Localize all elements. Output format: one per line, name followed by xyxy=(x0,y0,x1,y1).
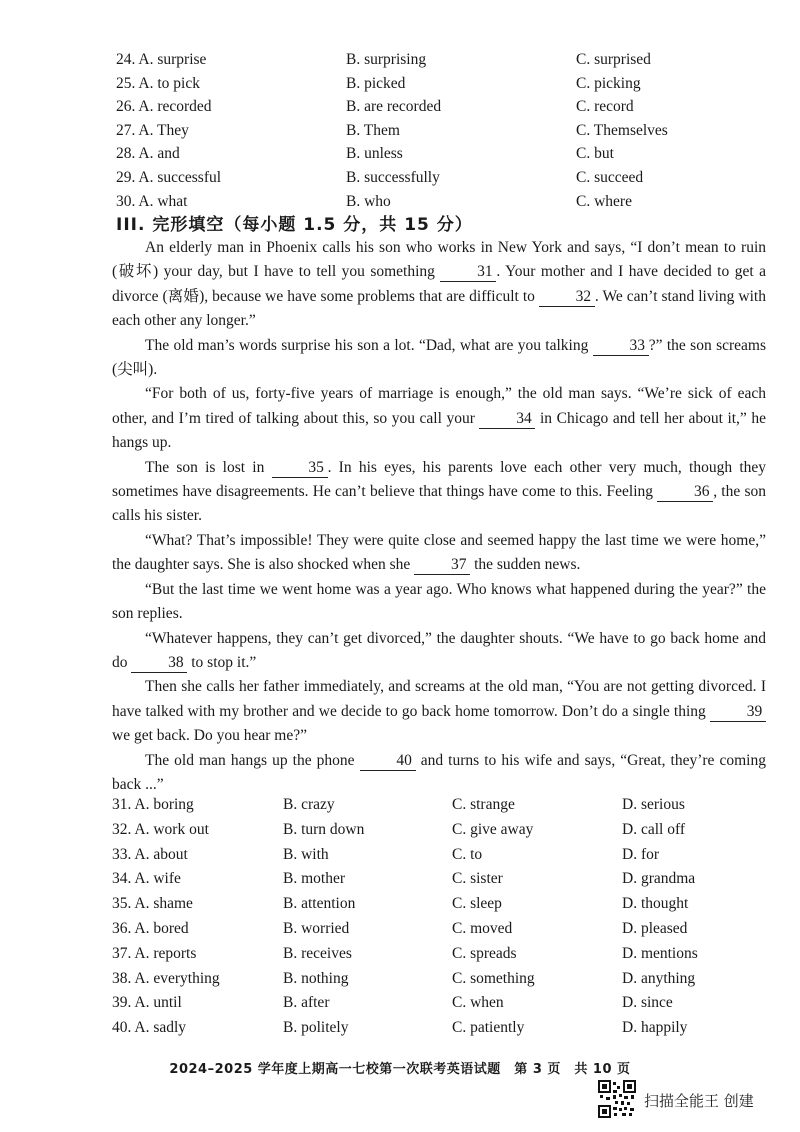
blank-31: 31 xyxy=(440,263,496,282)
option-c: C. moved xyxy=(452,919,513,937)
option-row-38 xyxy=(112,967,772,992)
option-b: B. attention xyxy=(283,895,356,913)
option-a: 37. A. reports xyxy=(112,944,197,962)
option-c: C. where xyxy=(576,192,632,210)
option-b: B. worried xyxy=(283,919,350,937)
option-row-27 xyxy=(116,119,756,143)
text: . Your mother and I have decided to get a divorce (离婚), because we have some problems that are difficult to xyxy=(112,263,766,305)
option-b: B. nothing xyxy=(283,969,349,987)
option-row-24 xyxy=(116,48,756,72)
text: . We can’t stand living with each other any longer.” xyxy=(112,287,766,330)
grammar-options xyxy=(116,48,756,213)
blank-32: 32 xyxy=(539,288,595,307)
option-c: C. something xyxy=(452,969,535,987)
text: The old man hangs up the phone xyxy=(145,751,360,769)
text: , the son calls his sister. xyxy=(112,483,766,525)
paragraph xyxy=(112,236,766,334)
text: to stop it.” xyxy=(187,653,257,671)
text: ?” the son screams (尖叫). xyxy=(112,336,766,379)
blank-39: 39 xyxy=(710,703,766,722)
option-a: 39. A. until xyxy=(112,994,182,1012)
option-a: 40. A. sadly xyxy=(112,1019,187,1037)
option-a: 35. A. shame xyxy=(112,895,193,913)
option-b: B. Them xyxy=(346,121,400,139)
option-row-28 xyxy=(116,142,756,166)
scanner-watermark: 扫描全能王 创建 xyxy=(644,1092,754,1110)
option-a: 26. A. recorded xyxy=(116,98,212,116)
option-b: B. receives xyxy=(283,944,352,962)
blank-40: 40 xyxy=(360,752,416,771)
option-row-35 xyxy=(112,892,772,917)
option-a: 32. A. work out xyxy=(112,820,209,838)
option-row-33 xyxy=(112,843,772,868)
paragraph xyxy=(112,456,766,529)
option-c: C. when xyxy=(452,994,504,1012)
option-d: D. grandma xyxy=(622,870,696,888)
option-d: D. since xyxy=(622,994,673,1012)
paragraph xyxy=(112,627,766,676)
option-a: 28. A. and xyxy=(116,145,180,163)
option-b: B. successfully xyxy=(346,168,440,186)
paragraph xyxy=(112,334,766,383)
option-b: B. crazy xyxy=(283,796,335,813)
option-c: C. but xyxy=(576,145,614,163)
option-d: D. anything xyxy=(622,969,696,987)
qr-code-icon xyxy=(598,1080,636,1118)
option-b: B. are recorded xyxy=(346,98,442,116)
option-row-29 xyxy=(116,166,756,190)
option-c: C. Themselves xyxy=(576,121,668,139)
option-a: 38. A. everything xyxy=(112,969,220,987)
option-a: 30. A. what xyxy=(116,192,188,210)
text: “Whatever happens, they can’t get divorced,” the daughter shouts. “We have to go back home and do xyxy=(112,629,766,671)
option-d: D. thought xyxy=(622,895,689,913)
paragraph xyxy=(112,529,766,578)
option-a: 31. A. boring xyxy=(112,796,194,813)
option-c: C. to xyxy=(452,845,483,863)
blank-34: 34 xyxy=(479,410,535,429)
option-b: B. mother xyxy=(283,870,345,888)
option-b: B. with xyxy=(283,845,329,863)
option-d: D. pleased xyxy=(622,919,688,937)
option-b: B. after xyxy=(283,994,330,1012)
option-c: C. sleep xyxy=(452,895,502,913)
option-b: B. turn down xyxy=(283,820,365,838)
blank-35: 35 xyxy=(272,459,328,478)
option-d: D. serious xyxy=(622,796,685,813)
option-row-39 xyxy=(112,991,772,1016)
page-footer: 2024–2025 学年度上期高一七校第一次联考英语试题 第 3 页 共 10 页 xyxy=(169,1062,631,1077)
option-row-37 xyxy=(112,942,772,967)
option-row-40 xyxy=(112,1016,772,1041)
text: we get back. Do you hear me?” xyxy=(112,727,307,745)
option-a: 34. A. wife xyxy=(112,870,181,888)
option-a: 33. A. about xyxy=(112,845,188,863)
option-a: 36. A. bored xyxy=(112,919,189,937)
text: and turns to his wife and says, “Great, they’re coming back ...” xyxy=(112,751,766,793)
text: The son is lost in xyxy=(145,458,272,476)
paragraph xyxy=(112,382,766,455)
option-c: C. picking xyxy=(576,74,641,92)
option-d: D. call off xyxy=(622,820,685,838)
text: Then she calls her father immediately, and screams at the old man, “You are not getting divorced. I have talked with my brother and we decide to go back home tomorrow. Don’t do a single thing xyxy=(112,678,766,720)
cloze-passage xyxy=(112,236,766,797)
text: An elderly man in Phoenix calls his son who works in New York and says, “I don’t mean to ruin (破坏) your day, but I have to tell you something xyxy=(112,239,766,281)
blank-38: 38 xyxy=(131,654,187,673)
option-a: 24. A. surprise xyxy=(116,51,207,68)
option-a: 29. A. successful xyxy=(116,168,222,186)
option-b: B. picked xyxy=(346,74,406,92)
option-row-25 xyxy=(116,72,756,96)
text: “For both of us, forty-five years of marriage is enough,” the old man says. “We’re sick of each other, and I’m tired of talking about this, so you call your xyxy=(112,385,766,427)
option-c: C. give away xyxy=(452,820,534,838)
text: in Chicago and tell her about it,” he hangs up. xyxy=(112,409,767,452)
cloze-options xyxy=(112,793,772,1041)
text: . In his eyes, his parents love each other very much, though they sometimes have disagreements. He can’t believe that things have come to this. Feeling xyxy=(112,458,767,501)
option-b: B. who xyxy=(346,192,391,210)
option-row-26 xyxy=(116,95,756,119)
option-c: C. strange xyxy=(452,796,515,813)
option-c: C. record xyxy=(576,98,634,116)
option-c: C. sister xyxy=(452,870,503,888)
option-a: 27. A. They xyxy=(116,121,189,139)
option-b: B. unless xyxy=(346,145,403,163)
text: the sudden news. xyxy=(470,556,581,574)
option-d: D. mentions xyxy=(622,944,698,962)
option-d: D. happily xyxy=(622,1019,688,1037)
option-row-36 xyxy=(112,917,772,942)
option-d: D. for xyxy=(622,845,660,863)
option-b: B. politely xyxy=(283,1019,349,1037)
blank-37: 37 xyxy=(414,556,470,575)
option-row-31 xyxy=(112,793,772,818)
option-c: C. surprised xyxy=(576,51,651,68)
option-a: 25. A. to pick xyxy=(116,74,200,92)
option-b: B. surprising xyxy=(346,51,427,68)
section-title: III. 完形填空（每小题 1.5 分，共 15 分） xyxy=(116,215,473,235)
option-c: C. patiently xyxy=(452,1019,525,1037)
option-c: C. spreads xyxy=(452,944,517,962)
option-row-32 xyxy=(112,818,772,843)
blank-33: 33 xyxy=(593,337,649,356)
paragraph xyxy=(112,675,766,748)
paragraph xyxy=(112,749,766,798)
option-c: C. succeed xyxy=(576,168,644,186)
text: The old man’s words surprise his son a lot. “Dad, what are you talking xyxy=(145,336,593,354)
option-row-34 xyxy=(112,867,772,892)
paragraph: “But the last time we went home was a year ago. Who knows what happened during the year?” the son replies. xyxy=(112,580,766,623)
blank-36: 36 xyxy=(657,483,713,502)
text: “What? That’s impossible! They were quite close and seemed happy the last time we were home,” the daughter says. She is also shocked when she xyxy=(112,531,766,574)
